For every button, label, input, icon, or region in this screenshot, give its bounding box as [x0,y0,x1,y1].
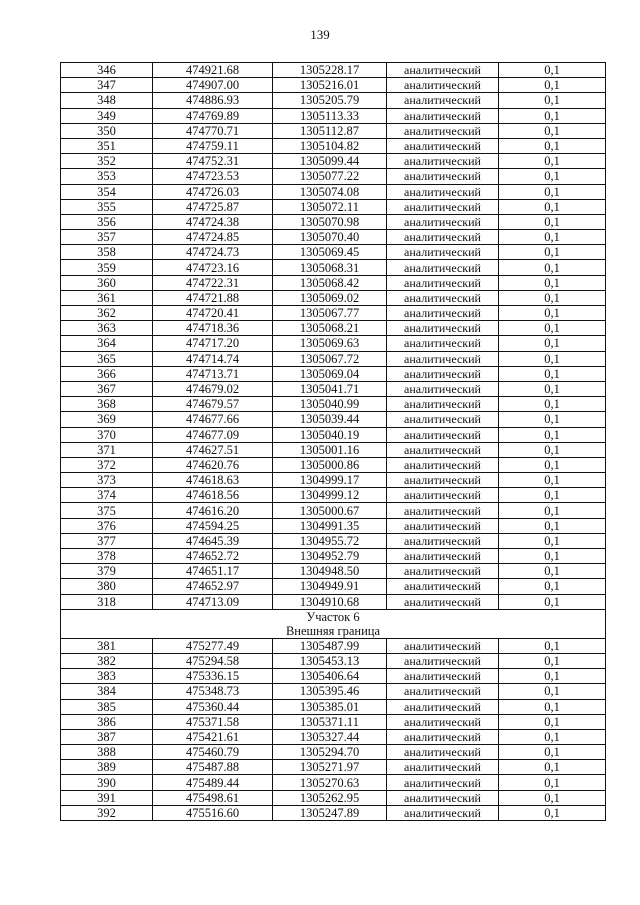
table-row [61,108,606,123]
y-coordinate-cell: 1305371.11 [273,714,387,729]
method-cell: аналитический [387,260,499,275]
method-cell: аналитический [387,790,499,805]
x-coordinate-cell: 474652.97 [153,579,273,594]
table-row [61,457,606,472]
x-coordinate-cell: 474627.51 [153,442,273,457]
point-number-cell: 354 [61,184,153,199]
table-row [61,138,606,153]
accuracy-cell: 0,1 [499,790,606,805]
x-coordinate-cell: 474677.66 [153,412,273,427]
x-coordinate-cell: 474886.93 [153,93,273,108]
point-number-cell: 355 [61,199,153,214]
y-coordinate-cell: 1305068.31 [273,260,387,275]
accuracy-cell: 0,1 [499,488,606,503]
table-row [61,321,606,336]
point-number-cell: 375 [61,503,153,518]
table-row [61,684,606,699]
table-row [61,336,606,351]
table-row [61,775,606,790]
table-row [61,760,606,775]
y-coordinate-cell: 1305262.95 [273,790,387,805]
accuracy-cell: 0,1 [499,594,606,609]
table-row [61,714,606,729]
y-coordinate-cell: 1305113.33 [273,108,387,123]
accuracy-cell: 0,1 [499,336,606,351]
x-coordinate-cell: 474618.56 [153,488,273,503]
x-coordinate-cell: 474724.38 [153,214,273,229]
point-number-cell: 374 [61,488,153,503]
x-coordinate-cell: 474618.63 [153,473,273,488]
point-number-cell: 381 [61,638,153,653]
table-row [61,366,606,381]
y-coordinate-cell: 1304999.12 [273,488,387,503]
accuracy-cell: 0,1 [499,321,606,336]
accuracy-cell: 0,1 [499,699,606,714]
point-number-cell: 385 [61,699,153,714]
x-coordinate-cell: 475371.58 [153,714,273,729]
y-coordinate-cell: 1304952.79 [273,549,387,564]
y-coordinate-cell: 1305070.98 [273,214,387,229]
accuracy-cell: 0,1 [499,653,606,668]
method-cell: аналитический [387,699,499,714]
method-cell: аналитический [387,427,499,442]
x-coordinate-cell: 474726.03 [153,184,273,199]
table-row [61,503,606,518]
table-row [61,488,606,503]
accuracy-cell: 0,1 [499,457,606,472]
point-number-cell: 367 [61,381,153,396]
accuracy-cell: 0,1 [499,669,606,684]
x-coordinate-cell: 475277.49 [153,638,273,653]
x-coordinate-cell: 475516.60 [153,805,273,820]
point-number-cell: 390 [61,775,153,790]
accuracy-cell: 0,1 [499,123,606,138]
x-coordinate-cell: 474713.71 [153,366,273,381]
method-cell: аналитический [387,63,499,78]
y-coordinate-cell: 1305385.01 [273,699,387,714]
method-cell: аналитический [387,351,499,366]
section-subtitle: Внешняя граница [285,623,381,638]
x-coordinate-cell: 474714.74 [153,351,273,366]
table-row [61,729,606,744]
y-coordinate-cell: 1305099.44 [273,154,387,169]
method-cell: аналитический [387,518,499,533]
table-row [61,306,606,321]
point-number-cell: 349 [61,108,153,123]
point-number-cell: 347 [61,78,153,93]
method-cell: аналитический [387,381,499,396]
accuracy-cell: 0,1 [499,351,606,366]
section-header-row [61,609,606,638]
method-cell: аналитический [387,336,499,351]
accuracy-cell: 0,1 [499,78,606,93]
point-number-cell: 392 [61,805,153,820]
method-cell: аналитический [387,579,499,594]
method-cell: аналитический [387,214,499,229]
table-row [61,397,606,412]
method-cell: аналитический [387,321,499,336]
accuracy-cell: 0,1 [499,729,606,744]
method-cell: аналитический [387,230,499,245]
method-cell: аналитический [387,290,499,305]
y-coordinate-cell: 1305228.17 [273,63,387,78]
method-cell: аналитический [387,714,499,729]
y-coordinate-cell: 1305270.63 [273,775,387,790]
point-number-cell: 356 [61,214,153,229]
table-row [61,169,606,184]
point-number-cell: 379 [61,564,153,579]
y-coordinate-cell: 1305069.63 [273,336,387,351]
point-number-cell: 346 [61,63,153,78]
y-coordinate-cell: 1305104.82 [273,138,387,153]
accuracy-cell: 0,1 [499,760,606,775]
method-cell: аналитический [387,442,499,457]
section-title: Участок 6 [306,609,360,624]
table-row [61,427,606,442]
point-number-cell: 351 [61,138,153,153]
accuracy-cell: 0,1 [499,138,606,153]
method-cell: аналитический [387,93,499,108]
method-cell: аналитический [387,684,499,699]
accuracy-cell: 0,1 [499,442,606,457]
table-row [61,653,606,668]
point-number-cell: 382 [61,653,153,668]
x-coordinate-cell: 474921.68 [153,63,273,78]
x-coordinate-cell: 475294.58 [153,653,273,668]
x-coordinate-cell: 474620.76 [153,457,273,472]
x-coordinate-cell: 475489.44 [153,775,273,790]
x-coordinate-cell: 474724.73 [153,245,273,260]
table-row [61,214,606,229]
y-coordinate-cell: 1305000.86 [273,457,387,472]
table-row [61,381,606,396]
table-row [61,533,606,548]
point-number-cell: 369 [61,412,153,427]
point-number-cell: 387 [61,729,153,744]
method-cell: аналитический [387,503,499,518]
y-coordinate-cell: 1305040.99 [273,397,387,412]
y-coordinate-cell: 1305487.99 [273,638,387,653]
table-row [61,518,606,533]
x-coordinate-cell: 474907.00 [153,78,273,93]
accuracy-cell: 0,1 [499,184,606,199]
accuracy-cell: 0,1 [499,154,606,169]
y-coordinate-cell: 1304948.50 [273,564,387,579]
x-coordinate-cell: 474759.11 [153,138,273,153]
y-coordinate-cell: 1305247.89 [273,805,387,820]
accuracy-cell: 0,1 [499,638,606,653]
point-number-cell: 364 [61,336,153,351]
table-row [61,564,606,579]
y-coordinate-cell: 1305205.79 [273,93,387,108]
x-coordinate-cell: 474645.39 [153,533,273,548]
table-body-after [61,638,606,820]
x-coordinate-cell: 474677.09 [153,427,273,442]
y-coordinate-cell: 1304910.68 [273,594,387,609]
table-row [61,473,606,488]
point-number-cell: 386 [61,714,153,729]
x-coordinate-cell: 475348.73 [153,684,273,699]
x-coordinate-cell: 474718.36 [153,321,273,336]
method-cell: аналитический [387,184,499,199]
method-cell: аналитический [387,488,499,503]
y-coordinate-cell: 1305072.11 [273,199,387,214]
table-row [61,745,606,760]
accuracy-cell: 0,1 [499,533,606,548]
x-coordinate-cell: 474769.89 [153,108,273,123]
x-coordinate-cell: 475421.61 [153,729,273,744]
point-number-cell: 350 [61,123,153,138]
method-cell: аналитический [387,638,499,653]
table-row [61,412,606,427]
section-header-cell [61,609,606,638]
point-number-cell: 360 [61,275,153,290]
method-cell: аналитический [387,275,499,290]
y-coordinate-cell: 1305406.64 [273,669,387,684]
x-coordinate-cell: 474723.16 [153,260,273,275]
point-number-cell: 389 [61,760,153,775]
method-cell: аналитический [387,138,499,153]
table-row [61,594,606,609]
method-cell: аналитический [387,78,499,93]
accuracy-cell: 0,1 [499,397,606,412]
accuracy-cell: 0,1 [499,714,606,729]
accuracy-cell: 0,1 [499,473,606,488]
x-coordinate-cell: 474720.41 [153,306,273,321]
method-cell: аналитический [387,412,499,427]
x-coordinate-cell: 474770.71 [153,123,273,138]
accuracy-cell: 0,1 [499,549,606,564]
table-row [61,790,606,805]
accuracy-cell: 0,1 [499,214,606,229]
accuracy-cell: 0,1 [499,108,606,123]
accuracy-cell: 0,1 [499,684,606,699]
x-coordinate-cell: 474713.09 [153,594,273,609]
table-row [61,184,606,199]
method-cell: аналитический [387,366,499,381]
method-cell: аналитический [387,533,499,548]
y-coordinate-cell: 1304955.72 [273,533,387,548]
point-number-cell: 357 [61,230,153,245]
method-cell: аналитический [387,745,499,760]
y-coordinate-cell: 1305068.42 [273,275,387,290]
point-number-cell: 380 [61,579,153,594]
x-coordinate-cell: 475487.88 [153,760,273,775]
method-cell: аналитический [387,549,499,564]
x-coordinate-cell: 474724.85 [153,230,273,245]
x-coordinate-cell: 475336.15 [153,669,273,684]
table-row [61,63,606,78]
method-cell: аналитический [387,154,499,169]
accuracy-cell: 0,1 [499,564,606,579]
table-row [61,442,606,457]
table-row [61,805,606,820]
x-coordinate-cell: 474722.31 [153,275,273,290]
accuracy-cell: 0,1 [499,230,606,245]
x-coordinate-cell: 474723.53 [153,169,273,184]
table-row [61,549,606,564]
point-number-cell: 366 [61,366,153,381]
y-coordinate-cell: 1305069.45 [273,245,387,260]
y-coordinate-cell: 1305216.01 [273,78,387,93]
method-cell: аналитический [387,108,499,123]
table-row [61,245,606,260]
accuracy-cell: 0,1 [499,775,606,790]
x-coordinate-cell: 474651.17 [153,564,273,579]
x-coordinate-cell: 474652.72 [153,549,273,564]
point-number-cell: 378 [61,549,153,564]
method-cell: аналитический [387,775,499,790]
table-row [61,78,606,93]
method-cell: аналитический [387,169,499,184]
table-row [61,351,606,366]
accuracy-cell: 0,1 [499,63,606,78]
method-cell: аналитический [387,199,499,214]
y-coordinate-cell: 1305070.40 [273,230,387,245]
table-row [61,260,606,275]
x-coordinate-cell: 475360.44 [153,699,273,714]
table-row [61,275,606,290]
method-cell: аналитический [387,594,499,609]
table-row [61,290,606,305]
point-number-cell: 388 [61,745,153,760]
x-coordinate-cell: 474679.57 [153,397,273,412]
y-coordinate-cell: 1305040.19 [273,427,387,442]
y-coordinate-cell: 1305068.21 [273,321,387,336]
point-number-cell: 358 [61,245,153,260]
method-cell: аналитический [387,653,499,668]
accuracy-cell: 0,1 [499,199,606,214]
point-number-cell: 352 [61,154,153,169]
accuracy-cell: 0,1 [499,503,606,518]
section-header-body [61,609,606,638]
point-number-cell: 362 [61,306,153,321]
x-coordinate-cell: 474616.20 [153,503,273,518]
x-coordinate-cell: 474717.20 [153,336,273,351]
point-number-cell: 373 [61,473,153,488]
accuracy-cell: 0,1 [499,745,606,760]
table-row [61,93,606,108]
point-number-cell: 359 [61,260,153,275]
accuracy-cell: 0,1 [499,412,606,427]
table-row [61,154,606,169]
y-coordinate-cell: 1305000.67 [273,503,387,518]
coordinates-table [60,62,606,821]
point-number-cell: 348 [61,93,153,108]
point-number-cell: 368 [61,397,153,412]
y-coordinate-cell: 1305453.13 [273,653,387,668]
point-number-cell: 370 [61,427,153,442]
method-cell: аналитический [387,457,499,472]
accuracy-cell: 0,1 [499,579,606,594]
y-coordinate-cell: 1304991.35 [273,518,387,533]
y-coordinate-cell: 1305112.87 [273,123,387,138]
method-cell: аналитический [387,245,499,260]
table-body-before [61,63,606,610]
table-row [61,669,606,684]
x-coordinate-cell: 474679.02 [153,381,273,396]
accuracy-cell: 0,1 [499,290,606,305]
y-coordinate-cell: 1305327.44 [273,729,387,744]
point-number-cell: 371 [61,442,153,457]
method-cell: аналитический [387,760,499,775]
x-coordinate-cell: 475460.79 [153,745,273,760]
y-coordinate-cell: 1305074.08 [273,184,387,199]
x-coordinate-cell: 474752.31 [153,154,273,169]
table-row [61,199,606,214]
accuracy-cell: 0,1 [499,427,606,442]
y-coordinate-cell: 1305039.44 [273,412,387,427]
y-coordinate-cell: 1305271.97 [273,760,387,775]
x-coordinate-cell: 474725.87 [153,199,273,214]
x-coordinate-cell: 475498.61 [153,790,273,805]
accuracy-cell: 0,1 [499,518,606,533]
page-number: 139 [310,27,330,42]
accuracy-cell: 0,1 [499,245,606,260]
accuracy-cell: 0,1 [499,93,606,108]
y-coordinate-cell: 1305395.46 [273,684,387,699]
y-coordinate-cell: 1305041.71 [273,381,387,396]
table-row [61,699,606,714]
y-coordinate-cell: 1305069.04 [273,366,387,381]
accuracy-cell: 0,1 [499,381,606,396]
x-coordinate-cell: 474594.25 [153,518,273,533]
y-coordinate-cell: 1305077.22 [273,169,387,184]
table-row [61,579,606,594]
method-cell: аналитический [387,669,499,684]
method-cell: аналитический [387,729,499,744]
method-cell: аналитический [387,564,499,579]
method-cell: аналитический [387,123,499,138]
y-coordinate-cell: 1305069.02 [273,290,387,305]
accuracy-cell: 0,1 [499,275,606,290]
method-cell: аналитический [387,473,499,488]
method-cell: аналитический [387,805,499,820]
accuracy-cell: 0,1 [499,366,606,381]
point-number-cell: 376 [61,518,153,533]
point-number-cell: 318 [61,594,153,609]
point-number-cell: 363 [61,321,153,336]
table-row [61,638,606,653]
point-number-cell: 365 [61,351,153,366]
method-cell: аналитический [387,397,499,412]
point-number-cell: 391 [61,790,153,805]
method-cell: аналитический [387,306,499,321]
table-row [61,123,606,138]
table-row [61,230,606,245]
accuracy-cell: 0,1 [499,805,606,820]
accuracy-cell: 0,1 [499,260,606,275]
point-number-cell: 377 [61,533,153,548]
point-number-cell: 361 [61,290,153,305]
point-number-cell: 372 [61,457,153,472]
point-number-cell: 383 [61,669,153,684]
y-coordinate-cell: 1305001.16 [273,442,387,457]
accuracy-cell: 0,1 [499,169,606,184]
y-coordinate-cell: 1304999.17 [273,473,387,488]
accuracy-cell: 0,1 [499,306,606,321]
x-coordinate-cell: 474721.88 [153,290,273,305]
point-number-cell: 384 [61,684,153,699]
point-number-cell: 353 [61,169,153,184]
y-coordinate-cell: 1305067.77 [273,306,387,321]
y-coordinate-cell: 1305294.70 [273,745,387,760]
y-coordinate-cell: 1305067.72 [273,351,387,366]
y-coordinate-cell: 1304949.91 [273,579,387,594]
